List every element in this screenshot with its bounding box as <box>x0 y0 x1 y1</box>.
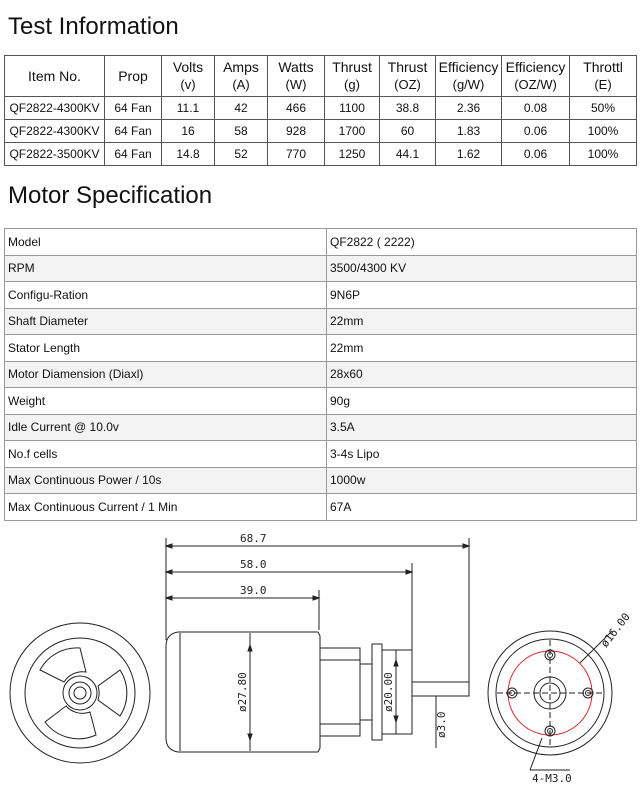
spec-value: 22mm <box>327 308 637 335</box>
cell-throttle: 100% <box>570 120 637 143</box>
col-header-prop: Prop <box>105 56 162 97</box>
dim-mount-screws: 4-M3.0 <box>532 772 572 785</box>
spec-label: Max Continuous Current / 1 Min <box>5 494 327 521</box>
col-header-item-no: Item No. <box>5 56 105 97</box>
test-information-table <box>4 55 637 166</box>
spec-row-model <box>5 229 637 256</box>
cell-item-no: QF2822-4300KV <box>5 97 105 120</box>
spec-value: 67A <box>327 494 637 521</box>
spec-row-cells <box>5 441 637 468</box>
spec-row-rpm <box>5 255 637 282</box>
spec-label: Stator Length <box>5 335 327 362</box>
spec-label: Idle Current @ 10.0v <box>5 414 327 441</box>
spec-value: 90g <box>327 388 637 415</box>
cell-volts: 11.1 <box>162 97 215 120</box>
cell-prop: 64 Fan <box>105 143 162 166</box>
cell-thrust-g: 1250 <box>325 143 380 166</box>
side-view-drawing <box>166 538 469 752</box>
cell-item-no: QF2822-3500KV <box>5 143 105 166</box>
dim-shaft-diameter: ø3.0 <box>435 711 448 738</box>
dim-mount-diameter: ø20.00 <box>382 672 395 712</box>
col-header-thrust-g: Thrust (g) <box>325 56 380 97</box>
cell-item-no: QF2822-4300KV <box>5 120 105 143</box>
cell-efficiency-ozw: 0.06 <box>502 120 570 143</box>
spec-value: 3.5A <box>327 414 637 441</box>
spec-label: Model <box>5 229 327 256</box>
cell-watts: 770 <box>268 143 325 166</box>
spec-label: Weight <box>5 388 327 415</box>
cell-prop: 64 Fan <box>105 120 162 143</box>
cell-amps: 52 <box>215 143 268 166</box>
cell-thrust-g: 1100 <box>325 97 380 120</box>
cell-thrust-oz: 44.1 <box>380 143 436 166</box>
dim-can-diameter: ø27.80 <box>236 672 249 712</box>
cell-watts: 466 <box>268 97 325 120</box>
cell-throttle: 100% <box>570 143 637 166</box>
spec-row-motor-dimension <box>5 361 637 388</box>
col-header-efficiency-ozw: Efficiency (OZ/W) <box>502 56 570 97</box>
spec-row-max-power <box>5 467 637 494</box>
col-header-amps: Amps (A) <box>215 56 268 97</box>
cell-efficiency-gw: 1.83 <box>436 120 502 143</box>
cell-thrust-oz: 38.8 <box>380 97 436 120</box>
spec-label: No.f cells <box>5 441 327 468</box>
spec-row-idle-current <box>5 414 637 441</box>
cell-thrust-g: 1700 <box>325 120 380 143</box>
cell-watts: 928 <box>268 120 325 143</box>
dim-bolt-circle: ø16.00 <box>598 610 633 650</box>
dim-overall-length: 68.7 <box>240 532 267 545</box>
col-header-thrust-oz: Thrust (OZ) <box>380 56 436 97</box>
col-header-watts: Watts (W) <box>268 56 325 97</box>
test-information-title: Test Information <box>8 13 179 40</box>
col-header-efficiency-gw: Efficiency (g/W) <box>436 56 502 97</box>
motor-specification-table <box>4 228 637 521</box>
dim-body-length: 58.0 <box>240 558 267 571</box>
cell-amps: 58 <box>215 120 268 143</box>
spec-value: QF2822 ( 2222) <box>327 229 637 256</box>
spec-label: Max Continuous Power / 10s <box>5 467 327 494</box>
dim-can-length: 39.0 <box>240 584 267 597</box>
spec-row-weight <box>5 388 637 415</box>
cell-efficiency-gw: 2.36 <box>436 97 502 120</box>
spec-label: Motor Diamension (Diaxl) <box>5 361 327 388</box>
cell-prop: 64 Fan <box>105 97 162 120</box>
col-header-volts: Volts (v) <box>162 56 215 97</box>
cell-amps: 42 <box>215 97 268 120</box>
cell-efficiency-ozw: 0.08 <box>502 97 570 120</box>
spec-value: 22mm <box>327 335 637 362</box>
spec-value: 3-4s Lipo <box>327 441 637 468</box>
spec-label: RPM <box>5 255 327 282</box>
cell-efficiency-gw: 1.62 <box>436 143 502 166</box>
table-row <box>5 120 637 143</box>
spec-row-max-current <box>5 494 637 521</box>
col-header-throttle: Throttl (E) <box>570 56 637 97</box>
table-row <box>5 97 637 120</box>
cell-throttle: 50% <box>570 97 637 120</box>
motor-technical-drawing <box>0 525 640 800</box>
test-table-header-row <box>5 56 637 97</box>
spec-row-configuration <box>5 282 637 309</box>
spec-row-stator-length <box>5 335 637 362</box>
motor-specification-title: Motor Specification <box>8 182 213 209</box>
spec-value: 28x60 <box>327 361 637 388</box>
cell-volts: 16 <box>162 120 215 143</box>
spec-label: Shaft Diameter <box>5 308 327 335</box>
front-view-drawing <box>488 631 612 770</box>
spec-value: 3500/4300 KV <box>327 255 637 282</box>
cell-efficiency-ozw: 0.06 <box>502 143 570 166</box>
cell-thrust-oz: 60 <box>380 120 436 143</box>
cell-volts: 14.8 <box>162 143 215 166</box>
spec-row-shaft-diameter <box>5 308 637 335</box>
spec-value: 1000w <box>327 467 637 494</box>
table-row <box>5 143 637 166</box>
spec-label: Configu-Ration <box>5 282 327 309</box>
spec-value: 9N6P <box>327 282 637 309</box>
rear-view-drawing <box>10 623 150 763</box>
